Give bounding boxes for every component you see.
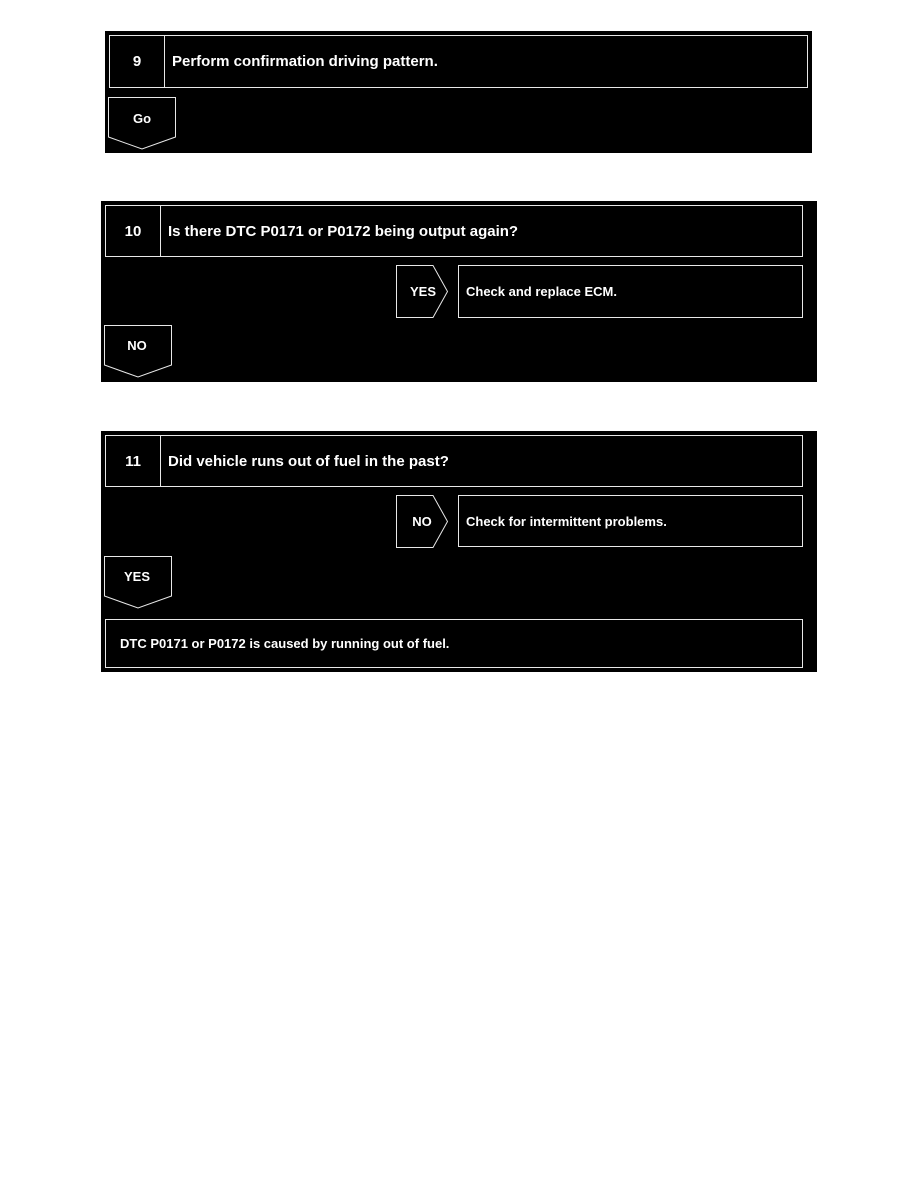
step-number: 10 xyxy=(105,205,161,257)
yes-label: YES xyxy=(123,569,151,584)
step-11-panel xyxy=(101,431,817,672)
yes-right-arrow xyxy=(396,265,452,319)
no-down-arrow xyxy=(104,325,176,381)
step-title: Is there DTC P0171 or P0172 being output again? xyxy=(160,205,803,257)
no-label: NO xyxy=(412,514,432,529)
no-right-arrow xyxy=(396,495,452,549)
go-label: Go xyxy=(132,111,152,126)
step-title: Perform confirmation driving pattern. xyxy=(164,35,808,88)
step-number: 11 xyxy=(105,435,161,487)
step-9-panel xyxy=(105,31,812,153)
step-title: Did vehicle runs out of fuel in the past? xyxy=(160,435,803,487)
step-number: 9 xyxy=(109,35,165,88)
no-label: NO xyxy=(127,338,147,353)
yes-label: YES xyxy=(409,284,437,299)
result-box: Check and replace ECM. xyxy=(458,265,803,318)
yes-down-arrow xyxy=(104,556,176,612)
result-box: Check for intermittent problems. xyxy=(458,495,803,547)
go-down-arrow xyxy=(108,97,180,153)
step-10-panel xyxy=(101,201,817,382)
final-result-box: DTC P0171 or P0172 is caused by running out of fuel. xyxy=(105,619,803,668)
